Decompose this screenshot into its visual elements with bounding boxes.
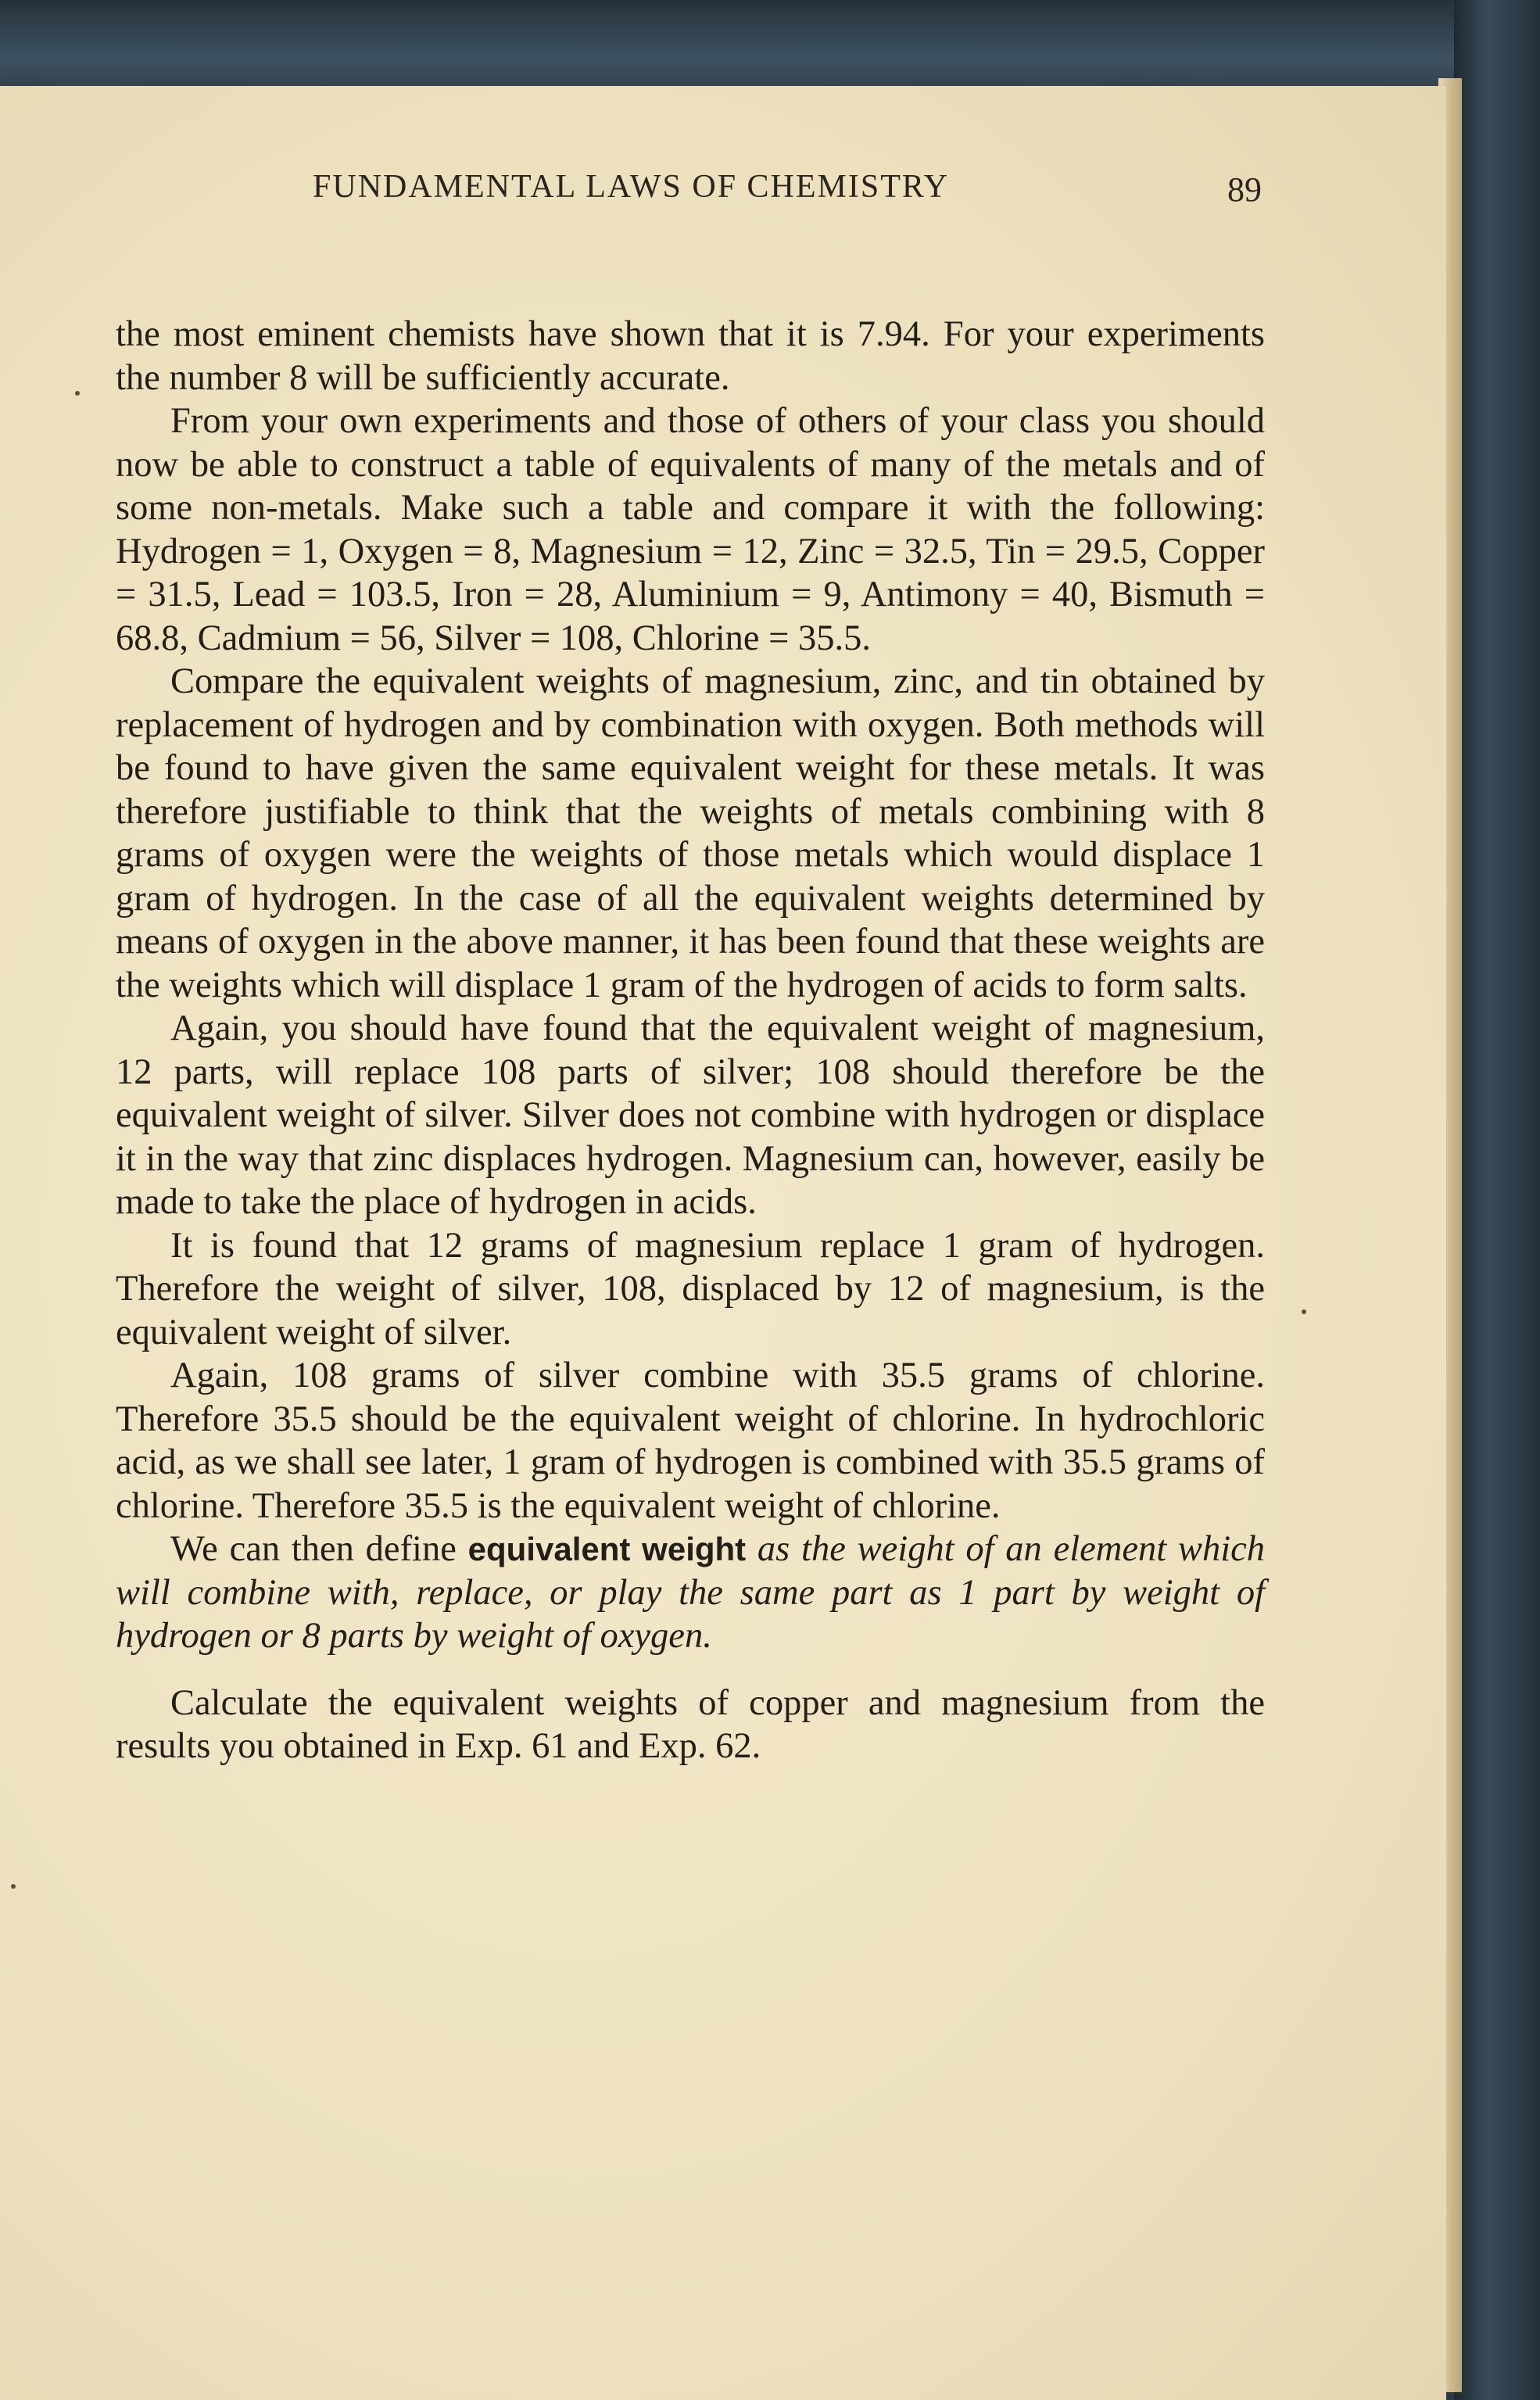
definition-lead: We can then define bbox=[170, 1529, 468, 1569]
paragraph-4: Again, you should have found that the equivalent weight of magnesium, 12 parts, will replace 108 parts of silver; 108 should therefore be the equivalent weight of silver. Silver does not combine with hydrogen or displace it in the way that zinc displaces hydrogen. Magnesium can, however, easily be made to take the place of hydrogen in acids. bbox=[116, 1008, 1265, 1222]
paragraph-2: From your own experiments and those of others of your class you should now be able to construct a table of equivalents of many of the metals and of some non-metals. Make such a table and compare it with the following: Hydrogen = 1, Oxygen = 8, Magnesium = 12, Zinc = 32.5, Tin = 29.5, Copper = 31.5, Lead = 103.5, Iron = 28, Aluminium = 9, Antimony = 40, Bismuth = 68.8, Cadmium = 56, Silver = 108, Chlorine = 35.5. bbox=[116, 401, 1265, 658]
page-number: 89 bbox=[1227, 170, 1262, 209]
margin-mark bbox=[75, 391, 80, 396]
paragraph-3: Compare the equivalent weights of magnesium, zinc, and tin obtained by replacement of hydrogen and by combination with oxygen. Both methods will be found to have given the same equivalent weight for these metals. It was therefore justifiable to think that the weights of metals combining with 8 grams of oxygen were the weights of those metals which would displace 1 gram of hydrogen. In the case of all the equivalent weights determined by means of oxygen in the above manner, it has been found that these weights are the weights which will displace 1 gram of the hydrogen of acids to form salts. bbox=[116, 661, 1265, 1005]
paragraph-6: Again, 108 grams of silver combine with 35.5 grams of chlorine. Therefore 35.5 should be the equivalent weight of chlorine. In hydrochloric acid, as we shall see later, 1 gram of hydrogen is combined with 35.5 grams of chlorine. Therefore 35.5 is the equivalent weight of chlorine. bbox=[116, 1356, 1265, 1526]
paragraph-definition bbox=[116, 1528, 1265, 1658]
paragraph-5: It is found that 12 grams of magnesium replace 1 gram of hydrogen. Therefore the weight of silver, 108, displaced by 12 of magnesium, is the equivalent weight of silver. bbox=[116, 1225, 1265, 1352]
body-text bbox=[116, 313, 1265, 1768]
book-binding-right bbox=[1454, 0, 1540, 2400]
running-title: FUNDAMENTAL LAWS OF CHEMISTRY bbox=[313, 169, 949, 205]
margin-mark bbox=[1302, 1309, 1306, 1314]
paragraph-1: the most eminent chemists have shown that it is 7.94. For your experiments the number 8 will be sufficiently accurate. bbox=[116, 314, 1265, 398]
definition-term: equivalent weight bbox=[467, 1531, 747, 1567]
margin-mark bbox=[11, 1884, 16, 1889]
definition-text: as the weight of an element which will combine with, replace, or play the same part as 1 part by weight of hydrogen or 8 parts by weight of oxygen. bbox=[116, 1529, 1265, 1656]
page-header bbox=[0, 168, 1329, 215]
paragraph-exercise: Calculate the equivalent weights of copper and magnesium from the results you obtained in Exp. 61 and Exp. 62. bbox=[116, 1682, 1265, 1766]
